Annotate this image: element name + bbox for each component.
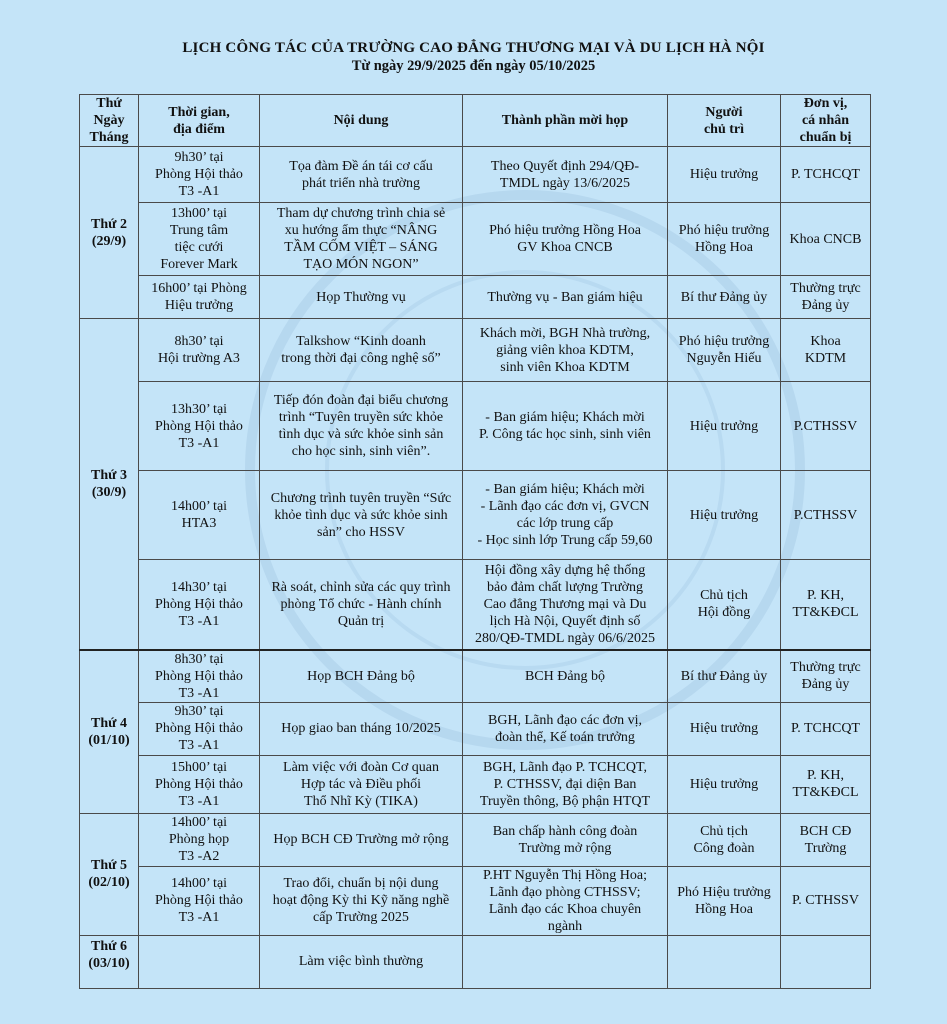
participants-cell: - Ban giám hiệu; Khách mời - Lãnh đạo các đơn vị, GVCN các lớp trung cấp - Học sinh lớp Trung cấp 59,60 — [463, 471, 668, 560]
participants-cell: BGH, Lãnh đạo P. TCHCQT, P. CTHSSV, đại diện Ban Truyền thông, Bộ phận HTQT — [463, 755, 668, 813]
table-row — [80, 382, 871, 471]
unit-cell: P.CTHSSV — [781, 382, 871, 471]
participants-cell: BGH, Lãnh đạo các đơn vị, đoàn thể, Kế toán trưởng — [463, 702, 668, 755]
content-cell: Talkshow “Kinh doanh trong thời đại công nghệ số” — [260, 319, 463, 382]
content-cell: Chương trình tuyên truyền “Sức khỏe tình dục và sức khỏe sinh sản” cho HSSV — [260, 471, 463, 560]
chair-cell: Hiệu trưởng — [668, 147, 781, 203]
time-cell: 14h30’ tại Phòng Hội thảo T3 -A1 — [139, 560, 260, 650]
table-row — [80, 560, 871, 650]
chair-cell: Hiệu trưởng — [668, 382, 781, 471]
unit-cell: P. KH, TT&KĐCL — [781, 560, 871, 650]
day-cell-monday: Thứ 2 (29/9) — [80, 147, 139, 319]
table-row — [80, 276, 871, 319]
unit-cell: P. KH, TT&KĐCL — [781, 755, 871, 813]
unit-cell: P. TCHCQT — [781, 702, 871, 755]
content-cell: Họp giao ban tháng 10/2025 — [260, 702, 463, 755]
table-row — [80, 147, 871, 203]
unit-cell: BCH CĐ Trường — [781, 813, 871, 866]
table-row — [80, 203, 871, 276]
unit-cell: Thường trực Đảng ủy — [781, 276, 871, 319]
table-row — [80, 471, 871, 560]
content-cell: Trao đổi, chuẩn bị nội dung hoạt động Kỳ thi Kỹ năng nghề cấp Trường 2025 — [260, 866, 463, 935]
participants-cell: Ban chấp hành công đoàn Trường mở rộng — [463, 813, 668, 866]
chair-cell: Bí thư Đảng ủy — [668, 650, 781, 703]
time-cell: 9h30’ tại Phòng Hội thảo T3 -A1 — [139, 147, 260, 203]
content-cell: Làm việc bình thường — [260, 935, 463, 988]
chair-cell: Bí thư Đảng ủy — [668, 276, 781, 319]
participants-cell: Khách mời, BGH Nhà trường, giảng viên khoa KDTM, sinh viên Khoa KDTM — [463, 319, 668, 382]
header-time: Thời gian, địa điểm — [139, 95, 260, 147]
participants-cell: - Ban giám hiệu; Khách mời P. Công tác học sinh, sinh viên — [463, 382, 668, 471]
chair-cell — [668, 935, 781, 988]
table-row — [80, 702, 871, 755]
content-cell: Họp BCH CĐ Trường mở rộng — [260, 813, 463, 866]
participants-cell: Theo Quyết định 294/QĐ- TMDL ngày 13/6/2025 — [463, 147, 668, 203]
unit-cell: Khoa KDTM — [781, 319, 871, 382]
unit-cell: Thường trực Đảng ủy — [781, 650, 871, 703]
content-cell: Tham dự chương trình chia sẻ xu hướng ẩm thực “NÂNG TẦM CỐM VIỆT – SÁNG TẠO MÓN NGON” — [260, 203, 463, 276]
time-cell: 14h00’ tại Phòng Hội thảo T3 -A1 — [139, 866, 260, 935]
day-cell-wednesday: Thứ 4 (01/10) — [80, 650, 139, 814]
page-header — [0, 40, 947, 75]
content-cell: Họp BCH Đảng bộ — [260, 650, 463, 703]
participants-cell: BCH Đảng bộ — [463, 650, 668, 703]
time-cell: 15h00’ tại Phòng Hội thảo T3 -A1 — [139, 755, 260, 813]
table-row — [80, 319, 871, 382]
chair-cell: Phó Hiệu trưởng Hồng Hoa — [668, 866, 781, 935]
chair-cell: Hiệu trưởng — [668, 471, 781, 560]
content-cell: Làm việc với đoàn Cơ quan Hợp tác và Điều phối Thổ Nhĩ Kỳ (TIKA) — [260, 755, 463, 813]
day-cell-tuesday: Thứ 3 (30/9) — [80, 319, 139, 650]
unit-cell: P.CTHSSV — [781, 471, 871, 560]
chair-cell: Hiệu trưởng — [668, 755, 781, 813]
content-cell: Tiếp đón đoàn đại biểu chương trình “Tuyên truyền sức khỏe tình dục và sức khỏe sinh sản cho học sinh, sinh viên”. — [260, 382, 463, 471]
page-title: LỊCH CÔNG TÁC CỦA TRƯỜNG CAO ĐẲNG THƯƠNG MẠI VÀ DU LỊCH HÀ NỘI — [182, 40, 765, 56]
participants-cell: P.HT Nguyễn Thị Hồng Hoa; Lãnh đạo phòng CTHSSV; Lãnh đạo các Khoa chuyên ngành — [463, 866, 668, 935]
participants-cell: Phó hiệu trưởng Hồng Hoa GV Khoa CNCB — [463, 203, 668, 276]
table-row — [80, 866, 871, 935]
chair-cell: Chủ tịch Công đoàn — [668, 813, 781, 866]
day-cell-friday: Thứ 6 (03/10) — [80, 935, 139, 988]
header-unit: Đơn vị, cá nhân chuẩn bị — [781, 95, 871, 147]
chair-cell: Phó hiệu trưởng Hồng Hoa — [668, 203, 781, 276]
time-cell: 16h00’ tại Phòng Hiệu trưởng — [139, 276, 260, 319]
schedule-table — [79, 94, 871, 989]
time-cell: 8h30’ tại Phòng Hội thảo T3 -A1 — [139, 650, 260, 703]
table-row — [80, 935, 871, 988]
header-row — [80, 95, 871, 147]
time-cell: 13h00’ tại Trung tâm tiệc cưới Forever Mark — [139, 203, 260, 276]
unit-cell: P. TCHCQT — [781, 147, 871, 203]
chair-cell: Phó hiệu trưởng Nguyễn Hiếu — [668, 319, 781, 382]
participants-cell — [463, 935, 668, 988]
time-cell: 8h30’ tại Hội trường A3 — [139, 319, 260, 382]
participants-cell: Hội đồng xây dựng hệ thống bảo đảm chất lượng Trường Cao đẳng Thương mại và Du lịch Hà Nội, Quyết định số 280/QĐ-TMDL ngày 06/6/2025 — [463, 560, 668, 650]
content-cell: Họp Thường vụ — [260, 276, 463, 319]
unit-cell — [781, 935, 871, 988]
header-content: Nội dung — [260, 95, 463, 147]
table-row — [80, 755, 871, 813]
participants-cell: Thường vụ - Ban giám hiệu — [463, 276, 668, 319]
day-cell-thursday: Thứ 5 (02/10) — [80, 813, 139, 935]
unit-cell: P. CTHSSV — [781, 866, 871, 935]
header-day: Thứ Ngày Tháng — [80, 95, 139, 147]
content-cell: Tọa đàm Đề án tái cơ cấu phát triển nhà trường — [260, 147, 463, 203]
unit-cell: Khoa CNCB — [781, 203, 871, 276]
chair-cell: Hiệu trưởng — [668, 702, 781, 755]
table-row — [80, 650, 871, 703]
table-row — [80, 813, 871, 866]
time-cell: 14h00’ tại Phòng họp T3 -A2 — [139, 813, 260, 866]
chair-cell: Chủ tịch Hội đồng — [668, 560, 781, 650]
content-cell: Rà soát, chỉnh sửa các quy trình phòng Tổ chức - Hành chính Quản trị — [260, 560, 463, 650]
header-chair: Người chủ trì — [668, 95, 781, 147]
time-cell: 14h00’ tại HTA3 — [139, 471, 260, 560]
time-cell: 13h30’ tại Phòng Hội thảo T3 -A1 — [139, 382, 260, 471]
header-participants: Thành phần mời họp — [463, 95, 668, 147]
page-subtitle: Từ ngày 29/9/2025 đến ngày 05/10/2025 — [351, 58, 596, 74]
time-cell: 9h30’ tại Phòng Hội thảo T3 -A1 — [139, 702, 260, 755]
time-cell — [139, 935, 260, 988]
